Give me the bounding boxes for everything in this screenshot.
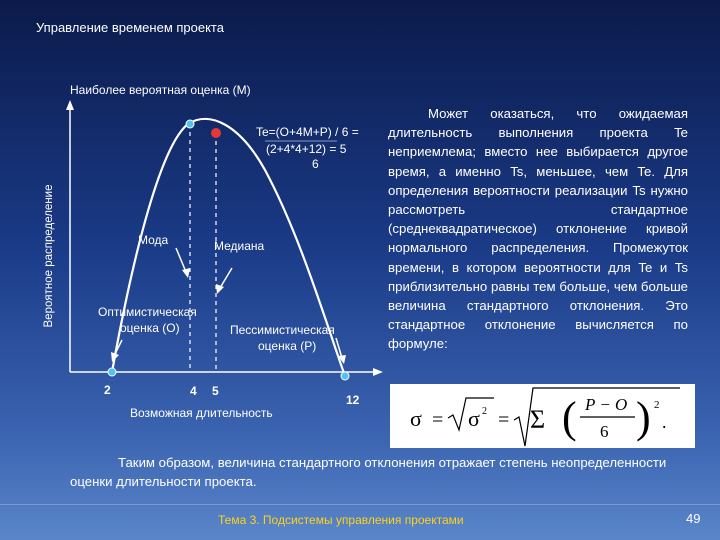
tick-5: 5 [212,384,219,398]
formula-power: 2 [654,399,660,411]
formula-period: . [662,412,667,432]
formula-right-paren: ) [636,393,651,442]
formula-numerator: P − O [585,395,628,414]
y-axis-arrow [66,100,74,110]
optimistic-label-1: Оптимистическая [98,305,197,319]
slide-title: Управление временем проекта [36,20,224,35]
mode-arrow [176,248,186,272]
tick-12: 12 [346,393,360,407]
formula-left-paren: ( [562,393,577,442]
x-axis-label: Возможная длительность [130,406,273,420]
formula-eq-2: = [498,409,510,431]
formula-eq-1: = [432,409,444,431]
footer-divider [0,504,720,505]
optimistic-label-2: оценка (О) [120,321,180,335]
median-arrow-head [216,284,224,294]
conclusion-text [70,453,680,491]
explanation-text [388,104,688,354]
formula-svg [390,384,695,448]
optimistic-point [108,368,116,376]
mode-label: Мода [138,233,169,247]
tick-2: 2 [104,383,111,397]
pessimistic-point [341,372,349,380]
explanation-paragraph: Может оказаться, что ожидаемая длительность выполнения проекта Te неприемлема; вместо нее выбирается другое время, а именно Ts, меньшее, чем Te. Для определения вероятности реализации Ts нужно рассмотреть стандартное (среднеквадратическое) отклонение кривой нормального распределения. Промежуток времени, в котором вероятности для Te и Ts приблизительно равны тем больше, чем больше величина стандартного отклонения. Это стандартное отклонение вычисляется по формуле: [388,106,688,352]
mode-point [186,120,194,128]
formula-sigma: σ [410,406,422,431]
te-formula-line1: Te=(O+4M+P) / 6 = [256,125,359,139]
formula-denominator: 6 [600,422,609,441]
footer-topic: Тема 3. Подсистемы управления проектами [218,513,464,527]
te-formula-line3: 6 [312,157,319,171]
x-axis-arrow [373,368,383,376]
pessimistic-label-1: Пессимистическая [230,323,335,337]
tick-4: 4 [190,384,197,398]
formula-square: 2 [482,406,487,417]
formula-sigma-2: σ [468,406,480,431]
conclusion-body: Таким образом, величина стандартного отклонения отражает степень неопределенности оценки длительности проекта. [70,455,667,489]
std-deviation-formula [390,384,695,448]
most-likely-label: Наиболее вероятная оценка (М) [70,83,251,97]
pessimistic-label-2: оценка (Р) [258,339,317,353]
y-axis-label: Вероятное распределение [43,184,55,328]
formula-sum: Σ [530,405,546,434]
median-label: Медиана [214,239,265,253]
te-formula-line2: (2+4*4+12) = 5 [266,142,347,156]
mode-arrow-head [182,268,190,278]
median-arrow [220,268,232,288]
page-number: 49 [686,511,701,526]
median-point [211,128,221,138]
